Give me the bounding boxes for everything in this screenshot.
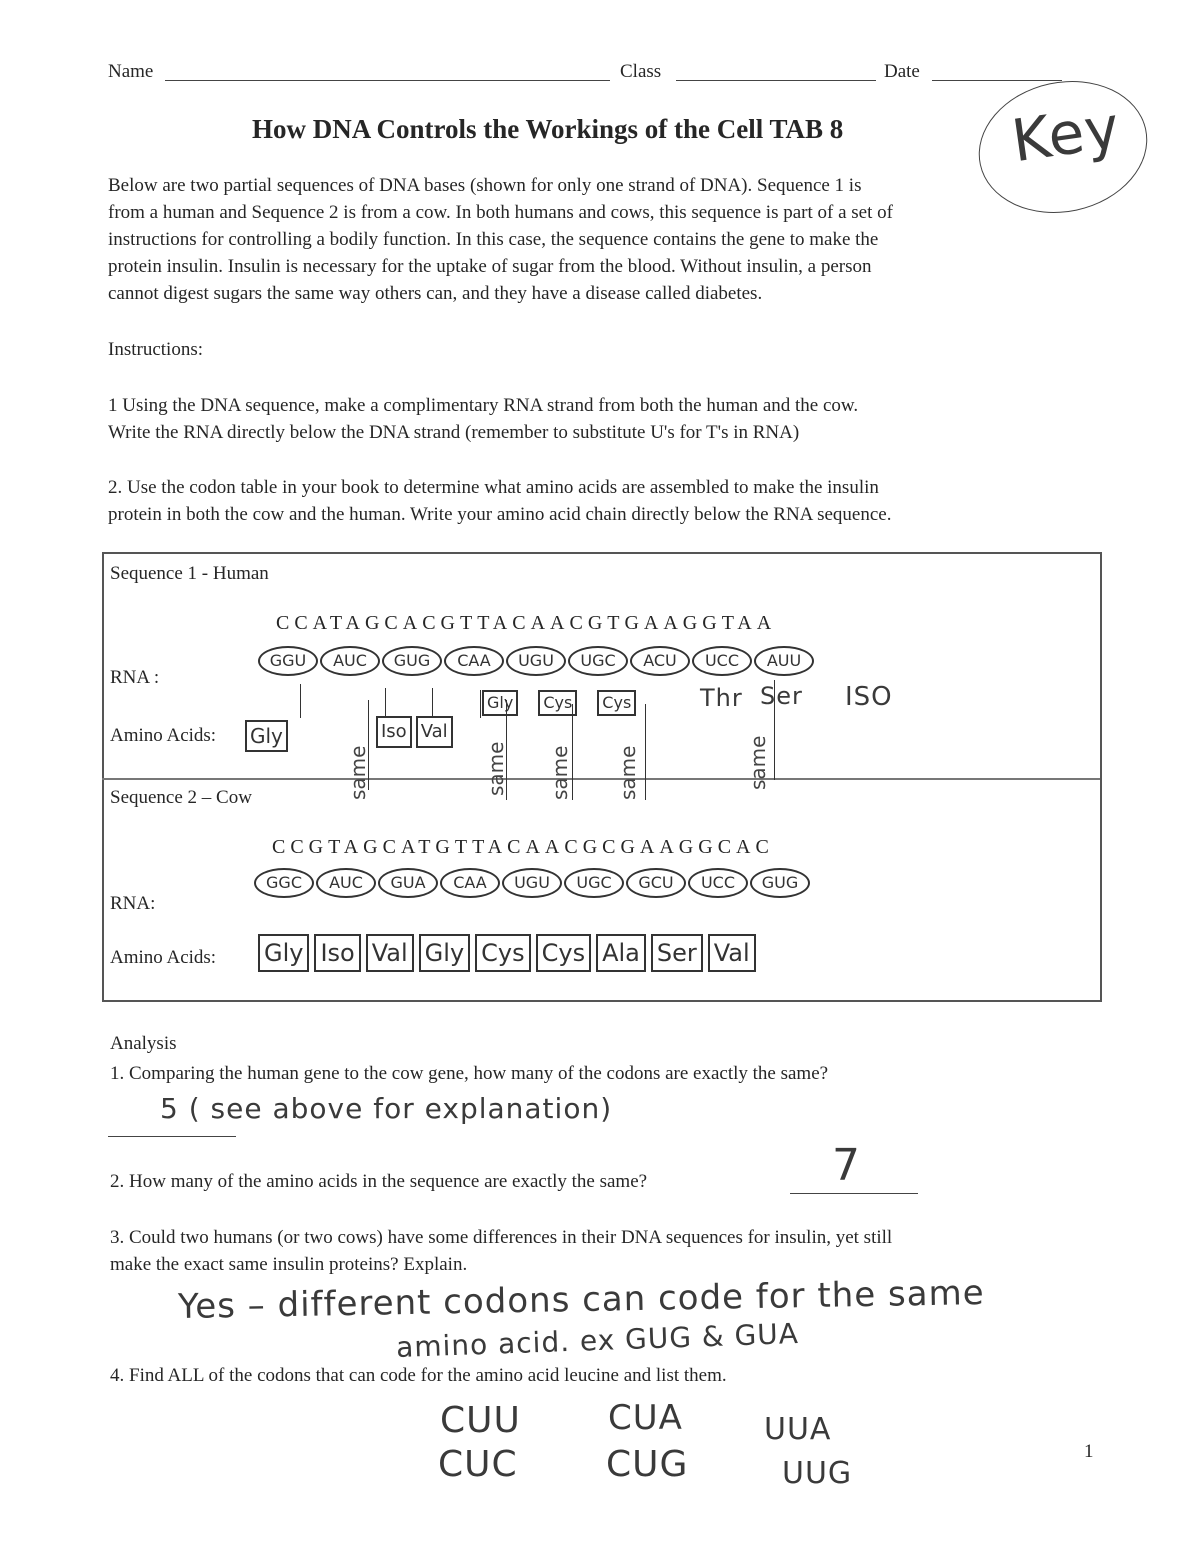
leader-line [480,690,481,718]
instruction-line: protein in both the cow and the human. Write your amino acid chain directly below the RNA sequence. [108,504,892,525]
amino-acid-box: Gly [258,934,309,972]
name-line [165,80,610,81]
same-mark: same [616,745,640,800]
instruction-line: 1 Using the DNA sequence, make a complimentary RNA strand from both the human and the cow. [108,395,859,416]
seq2-label: Sequence 2 – Cow [110,787,252,808]
amino-acid-box: Val [708,934,756,972]
amino-label-2: Amino Acids: [110,947,217,968]
rna-codon: GCU [626,868,686,898]
rna-codon: UCC [692,646,752,676]
leader-line [385,688,386,718]
rna-codon: CAA [440,868,500,898]
intro-line: from a human and Sequence 2 is from a cow. In both humans and cows, this sequence is part of a set of [108,202,893,223]
amino-acid-box: Gly [419,934,470,972]
amino-acid-box: Cys [597,690,636,716]
answer-3-line-1: Yes – different codons can code for the same [177,1272,985,1328]
answer-1-line [108,1136,236,1137]
intro-line: instructions for controlling a bodily function. In this case, the sequence contains the gene to make the [108,229,879,250]
rna-codon: UGU [502,868,562,898]
rna-codon: UCC [688,868,748,898]
seq1-amino-boxed [245,720,288,752]
seq1-label: Sequence 1 - Human [110,563,269,584]
amino-acid-box: Val [416,716,453,748]
rna-codon: CAA [444,646,504,676]
amino-acid-box: Ser [651,934,703,972]
instruction-1 [108,392,1108,446]
amino-acid-plain: ISO [845,682,893,712]
seq1-amino-boxed [376,716,453,748]
page-title: How DNA Controls the Workings of the Cell TAB 8 [252,114,844,144]
leucine-codon: CUA [608,1398,683,1438]
page-number: 1 [1084,1441,1094,1462]
instruction-line: 2. Use the codon table in your book to determine what amino acids are assembled to make the insulin [108,477,879,498]
leucine-codon: CUU [440,1400,521,1441]
question-4: 4. Find ALL of the codons that can code for the amino acid leucine and list them. [110,1365,727,1386]
rna-codon: AUU [754,646,814,676]
seq2-rna-row [254,868,810,898]
amino-acid-box: Cys [536,934,591,972]
amino-acid-box: Val [366,934,414,972]
same-mark: same [484,741,508,796]
rna-codon: UGC [564,868,624,898]
intro-line: Below are two partial sequences of DNA bases (shown for only one strand of DNA). Sequence 1 is [108,175,862,196]
question-3 [110,1224,1110,1278]
intro-line: protein insulin. Insulin is necessary for the uptake of sugar from the blood. Without insulin, a person [108,256,872,277]
leucine-codon: UUG [782,1456,853,1491]
same-mark: same [548,745,572,800]
analysis-heading: Analysis [110,1033,177,1054]
leucine-codon: CUC [438,1444,518,1485]
leader-line [572,704,573,800]
amino-acid-plain: Ser [760,682,803,710]
rna-codon: GGC [254,868,314,898]
seq1-dna: CCATAGCACGTTACAACGTGAAGGTAA [276,612,777,634]
leucine-codon: CUG [606,1444,689,1485]
question-2: 2. How many of the amino acids in the sequence are exactly the same? [110,1171,648,1192]
seq2-dna: CCGTAGCATGTTACAACGCGAAGGCAC [272,836,774,858]
leucine-codon: UUA [764,1412,832,1447]
amino-acid-box: Ala [596,934,646,972]
amino-acid-box: Iso [376,716,412,748]
date-label: Date [884,61,920,82]
name-label: Name [108,61,154,82]
question-1: 1. Comparing the human gene to the cow gene, how many of the codons are exactly the same? [110,1063,829,1084]
answer-2: 7 [832,1140,861,1191]
rna-codon: ACU [630,646,690,676]
rna-codon: AUC [320,646,380,676]
date-line [932,80,1062,81]
answer-2-line [790,1193,918,1194]
intro-paragraph [108,172,1108,307]
leader-line [300,684,301,718]
amino-acid-box: Cys [475,934,530,972]
same-mark: same [346,745,370,800]
instruction-2 [108,474,1108,528]
seq2-amino-row [258,934,761,972]
table-divider [102,778,1100,780]
rna-codon: AUC [316,868,376,898]
seq1-rna-row [258,646,814,676]
instructions-heading: Instructions: [108,339,203,360]
rna-codon: GGU [258,646,318,676]
answer-1: 5 ( see above for explanation) [160,1092,613,1125]
answer-3-line-2: amino acid. ex GUG & GUA [395,1316,800,1365]
leader-line [645,704,646,800]
amino-label-1: Amino Acids: [110,725,217,746]
instruction-line: Write the RNA directly below the DNA strand (remember to substitute U's for T's in RNA) [108,422,800,443]
amino-acid-box: Gly [245,720,288,752]
rna-label-2: RNA: [110,893,156,914]
same-mark: same [746,735,770,790]
amino-acid-box: Cys [538,690,577,716]
rna-codon: UGC [568,646,628,676]
rna-codon: UGU [506,646,566,676]
rna-codon: GUG [750,868,810,898]
key-mark: Key [1007,92,1125,176]
intro-line: cannot digest sugars the same way others can, and they have a disease called diabetes. [108,283,763,304]
rna-codon: GUG [382,646,442,676]
rna-label-1: RNA : [110,667,160,688]
question-line: 3. Could two humans (or two cows) have some differences in their DNA sequences for insulin, yet still [110,1227,893,1248]
amino-acid-plain: Thr [700,684,743,712]
class-label: Class [620,61,662,82]
class-line [676,80,876,81]
amino-acid-box: Iso [314,934,360,972]
amino-acid-box: Gly [482,690,518,716]
rna-codon: GUA [378,868,438,898]
seq1-amino-small [482,690,636,716]
question-line: make the exact same insulin proteins? Explain. [110,1254,468,1275]
leader-line [432,688,433,716]
